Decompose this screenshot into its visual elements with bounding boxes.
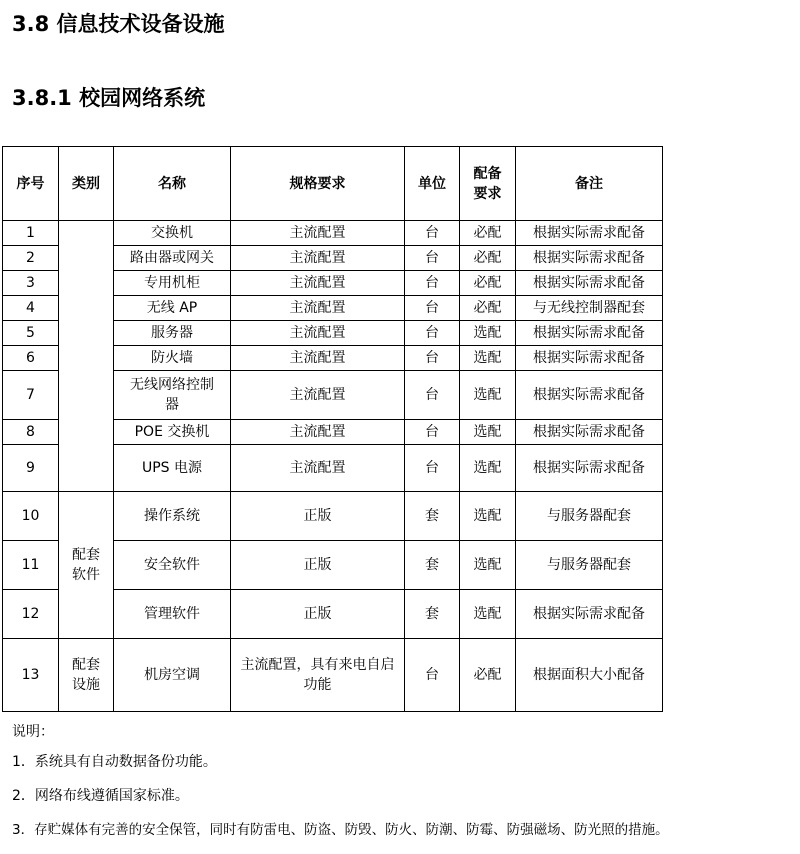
cell-name: 防火墙 xyxy=(114,346,231,371)
cell-note: 根据实际需求配备 xyxy=(516,445,663,492)
cell-no: 4 xyxy=(3,296,59,321)
cell-unit: 台 xyxy=(405,296,460,321)
cell-req: 必配 xyxy=(460,296,516,321)
table-header-row xyxy=(3,147,663,221)
cell-no: 3 xyxy=(3,271,59,296)
cell-no: 12 xyxy=(3,590,59,639)
cell-category-empty xyxy=(59,221,114,492)
cell-note: 根据实际需求配备 xyxy=(516,221,663,246)
cell-unit: 台 xyxy=(405,271,460,296)
cell-unit: 套 xyxy=(405,492,460,541)
cell-name: 操作系统 xyxy=(114,492,231,541)
cell-note: 与服务器配套 xyxy=(516,541,663,590)
cell-req: 选配 xyxy=(460,321,516,346)
cell-name: 交换机 xyxy=(114,221,231,246)
cell-name: POE 交换机 xyxy=(114,420,231,445)
header-cell: 名称 xyxy=(114,147,231,221)
table-row xyxy=(3,492,663,541)
cell-unit: 台 xyxy=(405,639,460,712)
header-cell: 配备要求 xyxy=(460,147,516,221)
cell-note: 根据实际需求配备 xyxy=(516,246,663,271)
cell-req: 必配 xyxy=(460,639,516,712)
cell-name: 管理软件 xyxy=(114,590,231,639)
cell-no: 7 xyxy=(3,371,59,420)
cell-no: 9 xyxy=(3,445,59,492)
equipment-table xyxy=(2,146,663,712)
cell-name: 安全软件 xyxy=(114,541,231,590)
cell-unit: 台 xyxy=(405,221,460,246)
cell-no: 1 xyxy=(3,221,59,246)
cell-note: 根据面积大小配备 xyxy=(516,639,663,712)
notes-section xyxy=(12,722,669,854)
cell-name: UPS 电源 xyxy=(114,445,231,492)
cell-note: 根据实际需求配备 xyxy=(516,371,663,420)
cell-note: 根据实际需求配备 xyxy=(516,346,663,371)
cell-category-facility: 配套设施 xyxy=(59,639,114,712)
cell-no: 13 xyxy=(3,639,59,712)
table-row xyxy=(3,639,663,712)
cell-unit: 套 xyxy=(405,541,460,590)
cell-req: 选配 xyxy=(460,492,516,541)
note-item: 3．存贮媒体有完善的安全保管，同时有防雷电、防盗、防毁、防火、防潮、防霉、防强磁场、防光照的措施。 xyxy=(12,822,669,838)
cell-no: 10 xyxy=(3,492,59,541)
cell-spec: 主流配置 xyxy=(231,445,405,492)
cell-note: 与服务器配套 xyxy=(516,492,663,541)
note-item: 1．系统具有自动数据备份功能。 xyxy=(12,754,217,770)
cell-spec: 主流配置，具有来电自启功能 xyxy=(231,639,405,712)
cell-spec: 主流配置 xyxy=(231,296,405,321)
cell-spec: 主流配置 xyxy=(231,346,405,371)
cell-req: 必配 xyxy=(460,271,516,296)
table-row xyxy=(3,221,663,246)
cell-spec: 主流配置 xyxy=(231,420,405,445)
cell-unit: 台 xyxy=(405,346,460,371)
cell-no: 6 xyxy=(3,346,59,371)
cell-unit: 台 xyxy=(405,321,460,346)
cell-name: 服务器 xyxy=(114,321,231,346)
header-cell: 单位 xyxy=(405,147,460,221)
cell-spec: 主流配置 xyxy=(231,221,405,246)
subsection-heading: 3.8.1 校园网络系统 xyxy=(12,86,206,110)
notes-title: 说明： xyxy=(12,724,54,740)
header-cell: 序号 xyxy=(3,147,59,221)
cell-name: 机房空调 xyxy=(114,639,231,712)
cell-no: 5 xyxy=(3,321,59,346)
cell-name: 路由器或网关 xyxy=(114,246,231,271)
header-cell: 备注 xyxy=(516,147,663,221)
note-item: 2．网络布线遵循国家标准。 xyxy=(12,788,189,804)
cell-req: 选配 xyxy=(460,346,516,371)
cell-spec: 主流配置 xyxy=(231,371,405,420)
cell-unit: 台 xyxy=(405,420,460,445)
cell-no: 11 xyxy=(3,541,59,590)
cell-req: 必配 xyxy=(460,246,516,271)
cell-spec: 正版 xyxy=(231,590,405,639)
header-cell: 类别 xyxy=(59,147,114,221)
cell-spec: 正版 xyxy=(231,492,405,541)
cell-no: 2 xyxy=(3,246,59,271)
cell-unit: 台 xyxy=(405,371,460,420)
cell-note: 根据实际需求配备 xyxy=(516,590,663,639)
cell-req: 选配 xyxy=(460,420,516,445)
cell-spec: 主流配置 xyxy=(231,271,405,296)
header-cell: 规格要求 xyxy=(231,147,405,221)
cell-note: 根据实际需求配备 xyxy=(516,420,663,445)
cell-unit: 套 xyxy=(405,590,460,639)
cell-unit: 台 xyxy=(405,246,460,271)
cell-name: 无线 AP xyxy=(114,296,231,321)
cell-category-software: 配套软件 xyxy=(59,492,114,639)
cell-name: 专用机柜 xyxy=(114,271,231,296)
cell-req: 必配 xyxy=(460,221,516,246)
cell-req: 选配 xyxy=(460,590,516,639)
cell-spec: 正版 xyxy=(231,541,405,590)
cell-note: 根据实际需求配备 xyxy=(516,321,663,346)
cell-no: 8 xyxy=(3,420,59,445)
cell-req: 选配 xyxy=(460,541,516,590)
cell-note: 与无线控制器配套 xyxy=(516,296,663,321)
cell-spec: 主流配置 xyxy=(231,246,405,271)
section-heading: 3.8 信息技术设备设施 xyxy=(12,12,225,36)
cell-req: 选配 xyxy=(460,445,516,492)
cell-spec: 主流配置 xyxy=(231,321,405,346)
cell-note: 根据实际需求配备 xyxy=(516,271,663,296)
cell-req: 选配 xyxy=(460,371,516,420)
cell-unit: 台 xyxy=(405,445,460,492)
cell-name: 无线网络控制器 xyxy=(114,371,231,420)
